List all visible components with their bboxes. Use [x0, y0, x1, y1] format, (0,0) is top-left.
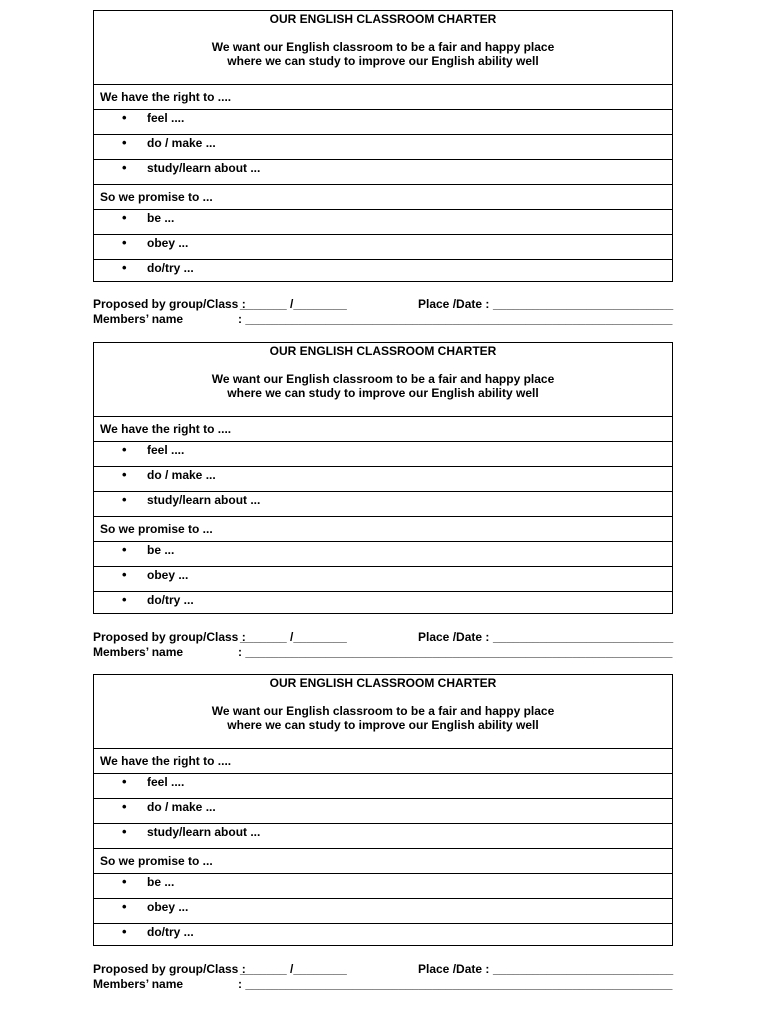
rights-item-label: feel ....: [147, 443, 185, 457]
proposed-blank: _______ /________: [240, 297, 347, 311]
place-date-label: Place /Date :: [418, 630, 490, 644]
bullet-icon: •: [122, 235, 127, 250]
charter-footer-3: [93, 962, 693, 996]
proposed-blank: _______ /________: [240, 630, 347, 644]
promise-item-label: do/try ...: [147, 261, 194, 275]
rights-item-study: [94, 824, 672, 849]
charter-title: OUR ENGLISH CLASSROOM CHARTER: [269, 12, 497, 26]
members-blank: : ________________________________________________________________: [238, 977, 673, 991]
proposed-label: Proposed by group/Class :: [93, 630, 246, 644]
rights-heading: We have the right to ....: [94, 417, 672, 442]
charter-box-1: [93, 10, 673, 282]
promise-item-do-try: [94, 592, 672, 617]
bullet-icon: •: [122, 824, 127, 839]
rights-heading: We have the right to ....: [94, 749, 672, 774]
place-date-blank: ___________________________: [493, 630, 674, 644]
members-label: Members’ name: [93, 977, 184, 991]
promise-item-label: do/try ...: [147, 593, 194, 607]
bullet-icon: •: [122, 899, 127, 914]
rights-item-label: study/learn about ...: [147, 161, 261, 175]
members-label: Members’ name: [93, 645, 184, 659]
intro-line-2: where we can study to improve our English ability well: [227, 386, 539, 400]
promise-item-be: [94, 210, 672, 235]
promise-heading: So we promise to ...: [94, 517, 672, 542]
charter-header: [94, 343, 672, 417]
rights-item-study: [94, 160, 672, 185]
intro-line-1: We want our English classroom to be a fair and happy place: [211, 372, 555, 386]
bullet-icon: •: [122, 260, 127, 275]
promise-item-obey: [94, 235, 672, 260]
members-blank: : ________________________________________________________________: [238, 645, 673, 659]
promise-item-obey: [94, 899, 672, 924]
intro-line-1: We want our English classroom to be a fair and happy place: [211, 704, 555, 718]
members-blank: : ________________________________________________________________: [238, 312, 673, 326]
place-date-blank: ___________________________: [493, 297, 674, 311]
bullet-icon: •: [122, 442, 127, 457]
bullet-icon: •: [122, 874, 127, 889]
intro-line-2: where we can study to improve our English ability well: [227, 54, 539, 68]
rights-item-study: [94, 492, 672, 517]
bullet-icon: •: [122, 774, 127, 789]
charter-header: [94, 675, 672, 749]
intro-line-1: We want our English classroom to be a fair and happy place: [211, 40, 555, 54]
bullet-icon: •: [122, 135, 127, 150]
bullet-icon: •: [122, 492, 127, 507]
proposed-label: Proposed by group/Class :: [93, 962, 246, 976]
promise-item-label: be ...: [147, 211, 175, 225]
bullet-icon: •: [122, 467, 127, 482]
charter-intro: [94, 40, 672, 68]
promise-item-obey: [94, 567, 672, 592]
promise-item-do-try: [94, 260, 672, 285]
promise-item-label: do/try ...: [147, 925, 194, 939]
bullet-icon: •: [122, 542, 127, 557]
rights-heading: We have the right to ....: [94, 85, 672, 110]
rights-item-label: do / make ...: [147, 136, 216, 150]
promise-item-be: [94, 542, 672, 567]
charter-box-2: [93, 342, 673, 614]
proposed-label: Proposed by group/Class :: [93, 297, 246, 311]
promise-item-label: be ...: [147, 543, 175, 557]
members-label: Members’ name: [93, 312, 184, 326]
bullet-icon: •: [122, 567, 127, 582]
intro-line-2: where we can study to improve our English ability well: [227, 718, 539, 732]
charter-intro: [94, 372, 672, 400]
rights-item-do-make: [94, 799, 672, 824]
rights-item-label: feel ....: [147, 775, 185, 789]
charter-header: [94, 11, 672, 85]
rights-item-label: do / make ...: [147, 468, 216, 482]
promise-item-label: be ...: [147, 875, 175, 889]
promise-item-do-try: [94, 924, 672, 949]
bullet-icon: •: [122, 110, 127, 125]
charter-title: OUR ENGLISH CLASSROOM CHARTER: [269, 676, 497, 690]
rights-item-label: feel ....: [147, 111, 185, 125]
rights-item-do-make: [94, 467, 672, 492]
place-date-label: Place /Date :: [418, 297, 490, 311]
rights-item-label: do / make ...: [147, 800, 216, 814]
rights-item-do-make: [94, 135, 672, 160]
charter-intro: [94, 704, 672, 732]
promise-item-label: obey ...: [147, 568, 189, 582]
place-date-label: Place /Date :: [418, 962, 490, 976]
promise-item-be: [94, 874, 672, 899]
rights-item-feel: [94, 110, 672, 135]
promise-item-label: obey ...: [147, 900, 189, 914]
place-date-blank: ___________________________: [493, 962, 674, 976]
rights-item-feel: [94, 774, 672, 799]
proposed-blank: _______ /________: [240, 962, 347, 976]
bullet-icon: •: [122, 210, 127, 225]
charter-box-3: [93, 674, 673, 946]
charter-title: OUR ENGLISH CLASSROOM CHARTER: [269, 344, 497, 358]
charter-footer-2: [93, 630, 693, 664]
promise-heading: So we promise to ...: [94, 185, 672, 210]
bullet-icon: •: [122, 799, 127, 814]
promise-heading: So we promise to ...: [94, 849, 672, 874]
bullet-icon: •: [122, 924, 127, 939]
promise-item-label: obey ...: [147, 236, 189, 250]
charter-footer-1: [93, 297, 693, 331]
bullet-icon: •: [122, 592, 127, 607]
rights-item-feel: [94, 442, 672, 467]
rights-item-label: study/learn about ...: [147, 825, 261, 839]
rights-item-label: study/learn about ...: [147, 493, 261, 507]
bullet-icon: •: [122, 160, 127, 175]
